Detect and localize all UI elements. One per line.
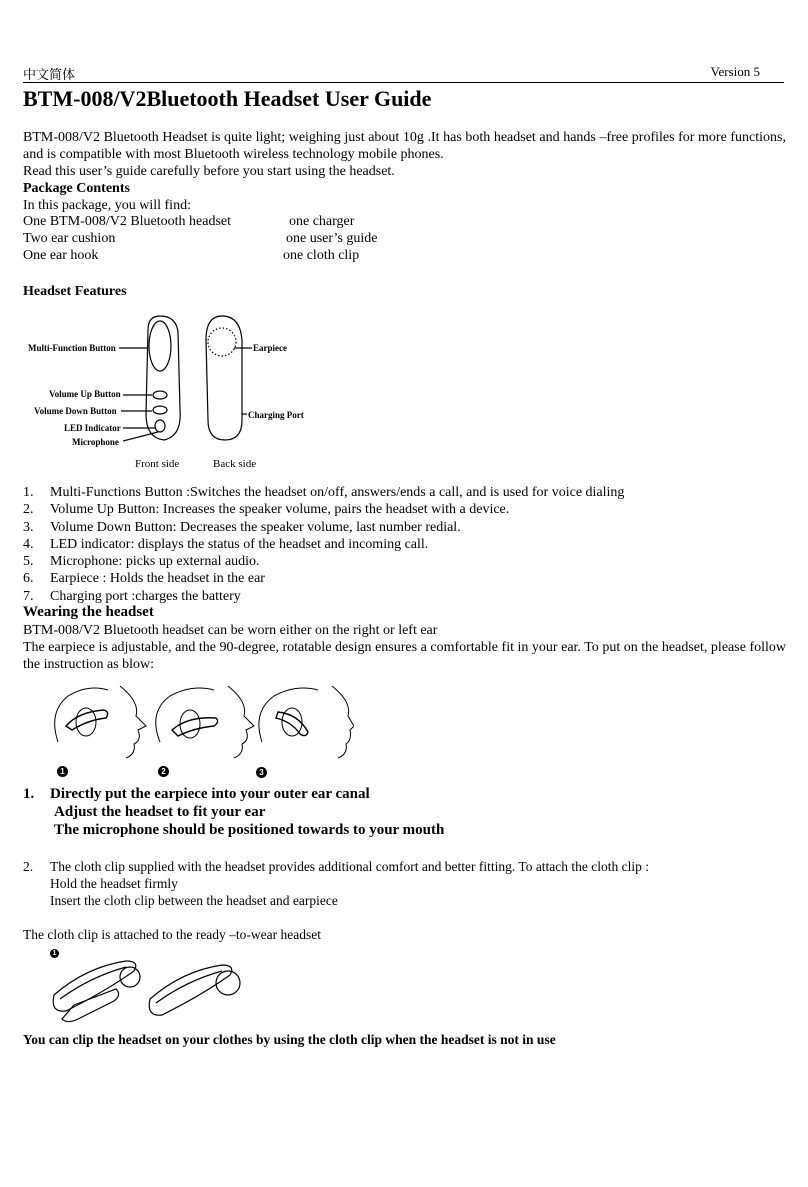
list-item-text: Volume Down Button: Decreases the speaker volume, last number redial. — [50, 519, 461, 535]
mfb-label: Multi-Function Button — [28, 343, 116, 353]
volume-up-label: Volume Up Button — [49, 389, 121, 399]
list-item — [23, 553, 786, 570]
list-item-text: Multi-Functions Button :Switches the headset on/off, answers/ends a call, and is used for voice dialing — [50, 485, 625, 500]
list-item-number: 7. — [23, 588, 34, 604]
intro-read-note: Read this user’s guide carefully before you start using the headset. — [23, 164, 395, 179]
wearing-paragraph: BTM-008/V2 Bluetooth headset can be worn either on the right or left ear — [23, 623, 438, 638]
list-item — [23, 484, 786, 501]
package-heading: Package Contents — [23, 181, 130, 196]
list-item — [23, 588, 786, 605]
package-item: One BTM-008/V2 Bluetooth headset — [23, 214, 232, 229]
list-item — [23, 536, 786, 553]
document-title: BTM-008/V2Bluetooth Headset User Guide — [23, 86, 432, 111]
package-item: one user’s guide — [286, 231, 378, 246]
list-item-text: LED indicator: displays the status of the headset and incoming call. — [50, 536, 429, 552]
microphone-label: Microphone — [72, 437, 119, 447]
headset-diagram — [0, 310, 320, 460]
package-lead: In this package, you will find: — [23, 198, 191, 213]
package-item: one cloth clip — [283, 248, 360, 263]
list-item-number: 5. — [23, 554, 34, 570]
closing-note: You can clip the headset on your clothes by using the cloth clip when the headset is not in use — [23, 1032, 556, 1047]
step1-title: Directly put the earpiece into your outer ear canal — [50, 786, 370, 802]
step1-number: 1. — [23, 786, 35, 802]
earpiece-label: Earpiece — [253, 343, 287, 353]
step-marker: 3 — [256, 767, 267, 778]
step2-line: Hold the headset firmly — [50, 876, 178, 891]
clip-caption: The cloth clip is attached to the ready –to-wear headset — [23, 927, 322, 942]
list-item-number: 3. — [23, 519, 34, 535]
list-item-text: Earpiece : Holds the headset in the ear — [50, 571, 265, 587]
wearing-heading: Wearing the headset — [23, 604, 154, 620]
version-label: Version 5 — [710, 64, 760, 79]
wearing-instruction: The earpiece is adjustable, and the 90-degree, rotatable design ensures a comfortable fit in your ear. To put on the headset, please follow the instruction as blow: — [23, 640, 786, 673]
front-side-label: Front side — [135, 458, 180, 470]
header-rule — [23, 82, 784, 83]
list-item — [23, 519, 786, 536]
language-label: 中文简体 — [23, 67, 76, 82]
list-item-number: 2. — [23, 502, 34, 518]
step-marker: 1 — [57, 766, 68, 777]
list-item-number: 1. — [23, 485, 34, 500]
list-item-number: 4. — [23, 536, 34, 552]
package-item: Two ear cushion — [23, 231, 116, 246]
step2-text: The cloth clip supplied with the headset provides additional comfort and better fitting. To attach the cloth clip : — [50, 859, 650, 874]
list-item — [23, 570, 786, 587]
step1-line: The microphone should be positioned towards to your mouth — [54, 822, 445, 838]
cloth-clip-illustration — [46, 955, 246, 1027]
list-item-number: 6. — [23, 571, 34, 587]
intro-paragraph: BTM-008/V2 Bluetooth Headset is quite light; weighing just about 10g .It has both headset and hands –free profiles for more functions, and is compatible with most Bluetooth wireless technology mobile phones. — [23, 130, 786, 163]
led-label: LED Indicator — [64, 423, 121, 433]
features-heading: Headset Features — [23, 284, 127, 299]
feature-list — [23, 484, 786, 605]
list-item — [23, 501, 786, 518]
step2-line: Insert the cloth clip between the headset and earpiece — [50, 893, 338, 908]
charging-port-label: Charging Port — [248, 410, 304, 420]
step1-line: Adjust the headset to fit your ear — [54, 804, 266, 820]
package-item: One ear hook — [23, 248, 99, 263]
wearing-illustration — [48, 682, 354, 764]
list-item-text: Charging port :charges the battery — [50, 588, 241, 604]
package-item: one charger — [289, 214, 355, 229]
volume-down-label: Volume Down Button — [34, 406, 117, 416]
back-side-label: Back side — [213, 458, 257, 470]
list-item-text: Volume Up Button: Increases the speaker volume, pairs the headset with a device. — [50, 502, 510, 518]
step-marker: 1 — [50, 949, 59, 958]
step2-number: 2. — [23, 859, 34, 874]
step-marker: 2 — [158, 766, 169, 777]
list-item-text: Microphone: picks up external audio. — [50, 554, 260, 570]
